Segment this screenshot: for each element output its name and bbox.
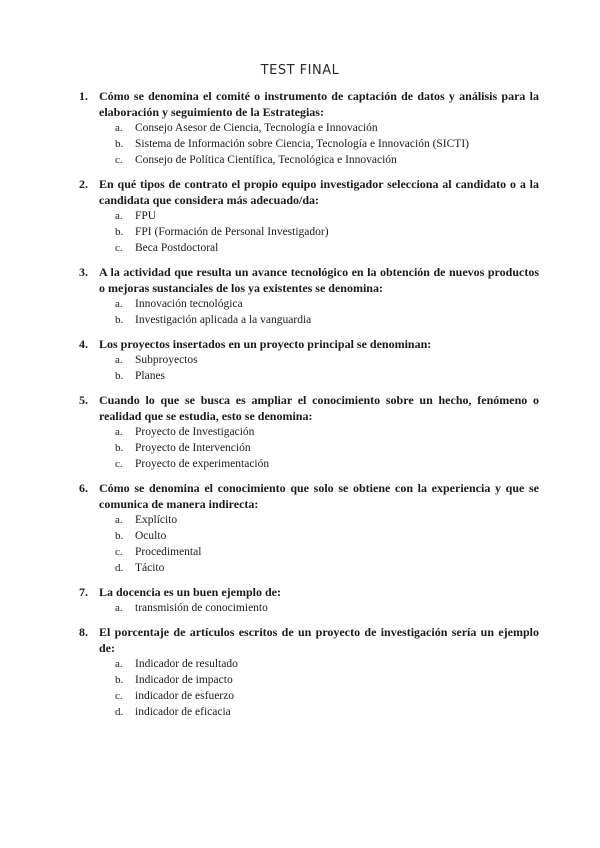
question-item [79,584,539,616]
option-text: Beca Postdoctoral [135,242,219,254]
question-text: Cómo se denomina el conocimiento que solo se obtiene con la experiencia y que se comunica de manera indirecta: [99,481,539,511]
option-letter: c. [115,546,123,558]
answer-option [115,152,539,168]
question-text: En qué tipos de contrato el propio equipo investigador selecciona al candidato o a la candidata que considera más adecuado/da: [99,177,539,207]
question-text: El porcentaje de artículos escritos de un proyecto de investigación sería un ejemplo de: [99,625,539,655]
question-number: 2. [79,177,88,191]
option-letter: a. [115,210,123,222]
answer-option [115,656,539,672]
question-number: 1. [79,89,88,103]
option-letter: b. [115,314,124,326]
answer-option [115,440,539,456]
option-text: Indicador de resultado [135,658,238,670]
answer-option [115,368,539,384]
question-item [79,264,539,328]
answer-option [115,672,539,688]
answer-option [115,544,539,560]
option-letter: c. [115,690,123,702]
option-text: indicador de eficacia [135,706,231,718]
document-title: TEST FINAL [260,63,340,78]
option-letter: c. [115,458,123,470]
answer-option [115,456,539,472]
option-text: Subproyectos [135,354,198,366]
question-list [79,88,539,728]
option-letter: d. [115,562,124,574]
option-letter: a. [115,602,123,614]
question-number: 5. [79,393,88,407]
answer-option [115,120,539,136]
option-list [115,208,539,256]
question-text: Los proyectos insertados en un proyecto principal se denominan: [99,337,432,351]
option-list [115,656,539,720]
option-letter: c. [115,154,123,166]
question-text: Cómo se denomina el comité o instrumento de captación de datos y análisis para la elaboración y seguimiento de la Estrategias: [99,89,539,119]
option-letter: d. [115,706,124,718]
option-letter: a. [115,658,123,670]
option-letter: a. [115,122,123,134]
answer-option [115,296,539,312]
answer-option [115,240,539,256]
option-list [115,600,539,616]
answer-option [115,512,539,528]
option-text: Investigación aplicada a la vanguardia [135,314,312,326]
option-letter: c. [115,242,123,254]
question-number: 7. [79,585,88,599]
option-text: Proyecto de experimentación [135,458,270,470]
answer-option [115,688,539,704]
answer-option [115,528,539,544]
option-text: Proyecto de Intervención [135,442,251,454]
answer-option [115,704,539,720]
option-text: Sistema de Información sobre Ciencia, Tecnología e Innovación (SICTI) [135,138,469,150]
question-item [79,88,539,168]
option-letter: b. [115,370,124,382]
answer-option [115,224,539,240]
option-letter: a. [115,426,123,438]
question-number: 8. [79,625,88,639]
option-letter: a. [115,354,123,366]
question-text: Cuando lo que se busca es ampliar el conocimiento sobre un hecho, fenómeno o realidad que se estudia, esto se denomina: [99,393,539,423]
option-list [115,296,539,328]
question-item [79,336,539,384]
answer-option [115,600,539,616]
option-text: Proyecto de Investigación [135,426,255,438]
option-list [115,424,539,472]
question-number: 4. [79,337,88,351]
option-letter: b. [115,674,124,686]
option-text: indicador de esfuerzo [135,690,234,702]
option-text: Planes [135,370,166,382]
question-text: A la actividad que resulta un avance tecnológico en la obtención de nuevos productos o mejoras sustanciales de los ya existentes se denomina: [99,265,539,295]
option-text: Explícito [135,514,178,526]
question-item [79,480,539,576]
option-text: FPI (Formación de Personal Investigador) [135,226,329,238]
option-text: Oculto [135,530,167,542]
question-number: 3. [79,265,88,279]
question-item [79,392,539,472]
option-text: Innovación tecnológica [135,298,243,310]
option-letter: b. [115,442,124,454]
question-item [79,176,539,256]
answer-option [115,352,539,368]
question-text: La docencia es un buen ejemplo de: [99,585,282,599]
question-number: 6. [79,481,88,495]
option-letter: b. [115,530,124,542]
answer-option [115,208,539,224]
option-text: Consejo Asesor de Ciencia, Tecnología e Innovación [135,122,378,134]
option-letter: b. [115,226,124,238]
option-text: Consejo de Política Científica, Tecnológica e Innovación [135,154,397,166]
option-letter: a. [115,514,123,526]
option-text: Tácito [135,562,165,574]
option-text: Indicador de impacto [135,674,233,686]
option-list [115,512,539,576]
option-text: FPU [135,210,157,222]
answer-option [115,312,539,328]
answer-option [115,560,539,576]
option-letter: a. [115,298,123,310]
option-letter: b. [115,138,124,150]
option-list [115,120,539,168]
answer-option [115,424,539,440]
question-item [79,624,539,720]
option-text: transmisión de conocimiento [135,602,268,614]
answer-option [115,136,539,152]
option-text: Procedimental [135,546,202,558]
option-list [115,352,539,384]
